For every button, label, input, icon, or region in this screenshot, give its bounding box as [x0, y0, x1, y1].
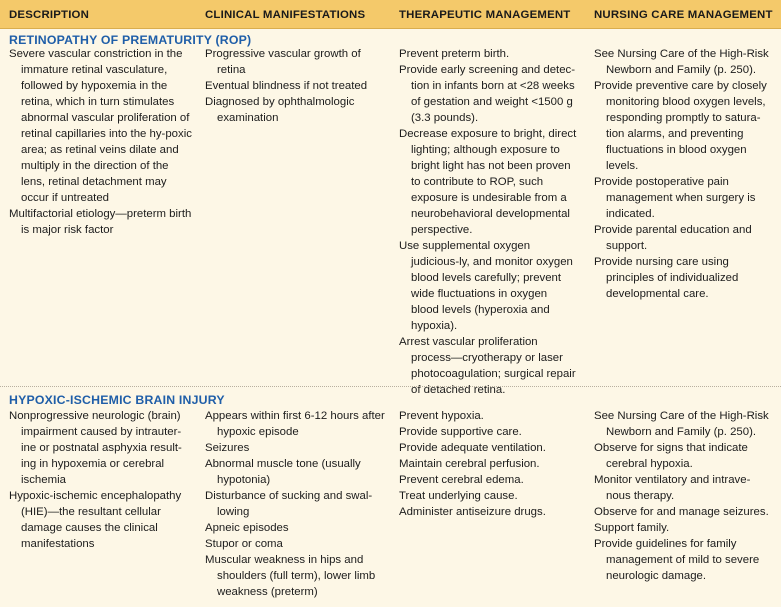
- header-nursing: NURSING CARE MANAGEMENT: [594, 9, 773, 21]
- rop-clinical-cell: [205, 46, 385, 126]
- hie-nursing-item: Provide guidelines for family management of mild to severe neurologic damage.: [594, 538, 760, 582]
- rop-therapeutic-item: Prevent preterm birth.: [399, 48, 510, 60]
- hie-clinical-item: Stupor or coma: [205, 538, 283, 550]
- hie-therapeutic-item: Treat underlying cause.: [399, 490, 518, 502]
- rop-therapeutic-item: Provide early screening and detec-tion in infants born at <28 weeks of gestation and weight <1500 g (3.3 pounds).: [399, 64, 576, 124]
- rop-nursing-item: See Nursing Care of the High-Risk Newborn and Family (p. 250).: [594, 48, 769, 76]
- hie-description-item: Nonprogressive neurologic (brain) impairment caused by intrauter-ine or postnatal asphyxia result-ing in hypoxemia or cerebral ischemia: [9, 410, 182, 486]
- hie-description-item: Hypoxic-ischemic encephalopathy (HIE)—the resultant cellular damage causes the clinical manifestations: [9, 490, 182, 550]
- rop-therapeutic-item: Decrease exposure to bright, direct lighting; although exposure to bright light has not been proven to contribute to ROP, such exposure is undesirable from a neurobehavioral developmental perspective.: [399, 128, 577, 236]
- hie-nursing-item: Observe for signs that indicate cerebral hypoxia.: [594, 442, 748, 470]
- hie-description-cell: [9, 408, 195, 552]
- rop-nursing-item: Provide parental education and support.: [594, 224, 752, 252]
- rop-nursing-cell: [594, 46, 774, 302]
- rop-therapeutic-cell: [399, 46, 577, 398]
- table-header: [0, 0, 781, 29]
- hie-therapeutic-item: Prevent hypoxia.: [399, 410, 484, 422]
- rop-nursing-item: Provide preventive care by closely monitoring blood oxygen levels, responding promptly to satura-tion alarms, and preventing fluctuations in blood oxygen levels.: [594, 80, 767, 172]
- section-title-rop: RETINOPATHY OF PREMATURITY (ROP): [9, 33, 252, 47]
- rop-description-item: Severe vascular constriction in the immature retinal vasculature, followed by hypoxemia in the retina, which in turn stimulates abnormal vascular proliferation of retinal capillaries into the hy-poxic area; as retinal veins dilate and multiply in the direction of the lens, retinal detachment may occur if untreated: [9, 48, 192, 204]
- hie-therapeutic-item: Administer antiseizure drugs.: [399, 506, 546, 518]
- header-clinical: CLINICAL MANIFESTATIONS: [205, 9, 366, 21]
- hie-clinical-item: Disturbance of sucking and swal-lowing: [205, 490, 373, 518]
- hie-therapeutic-item: Provide adequate ventilation.: [399, 442, 546, 454]
- rop-nursing-item: Provide postoperative pain management when surgery is indicated.: [594, 176, 756, 220]
- rop-description-item: Multifactorial etiology—preterm birth is major risk factor: [9, 208, 192, 236]
- rop-clinical-item: Eventual blindness if not treated: [205, 80, 368, 92]
- hie-clinical-item: Apneic episodes: [205, 522, 289, 534]
- header-therapeutic: THERAPEUTIC MANAGEMENT: [399, 9, 571, 21]
- hie-nursing-item: Support family.: [594, 522, 670, 534]
- section-divider: [0, 386, 781, 387]
- hie-therapeutic-cell: [399, 408, 577, 520]
- hie-clinical-cell: [205, 408, 385, 600]
- hie-nursing-item: See Nursing Care of the High-Risk Newborn and Family (p. 250).: [594, 410, 769, 438]
- header-description: DESCRIPTION: [9, 9, 90, 21]
- hie-nursing-item: Monitor ventilatory and intrave-nous therapy.: [594, 474, 751, 502]
- hie-clinical-item: Appears within first 6-12 hours after hypoxic episode: [205, 410, 385, 438]
- hie-therapeutic-item: Provide supportive care.: [399, 426, 522, 438]
- hie-nursing-cell: [594, 408, 774, 584]
- rop-therapeutic-item: Use supplemental oxygen judicious-ly, and monitor oxygen blood levels carefully; prevent wide fluctuations in oxygen blood levels (hyperoxia and hypoxia).: [399, 240, 573, 332]
- hie-therapeutic-item: Prevent cerebral edema.: [399, 474, 524, 486]
- hie-nursing-item: Observe for and manage seizures.: [594, 506, 769, 518]
- rop-clinical-item: Progressive vascular growth of retina: [205, 48, 361, 76]
- rop-therapeutic-item: Arrest vascular proliferation process—cryotherapy or laser photocoagulation; surgical repair of detached retina.: [399, 336, 576, 396]
- hie-therapeutic-item: Maintain cerebral perfusion.: [399, 458, 540, 470]
- rop-clinical-item: Diagnosed by ophthalmologic examination: [205, 96, 355, 124]
- section-title-hie: HYPOXIC-ISCHEMIC BRAIN INJURY: [9, 393, 225, 407]
- rop-description-cell: [9, 46, 195, 238]
- hie-clinical-item: Muscular weakness in hips and shoulders (full term), lower limb weakness (preterm): [205, 554, 376, 598]
- rop-nursing-item: Provide nursing care using principles of individualized developmental care.: [594, 256, 739, 300]
- hie-clinical-item: Abnormal muscle tone (usually hypotonia): [205, 458, 361, 486]
- hie-clinical-item: Seizures: [205, 442, 250, 454]
